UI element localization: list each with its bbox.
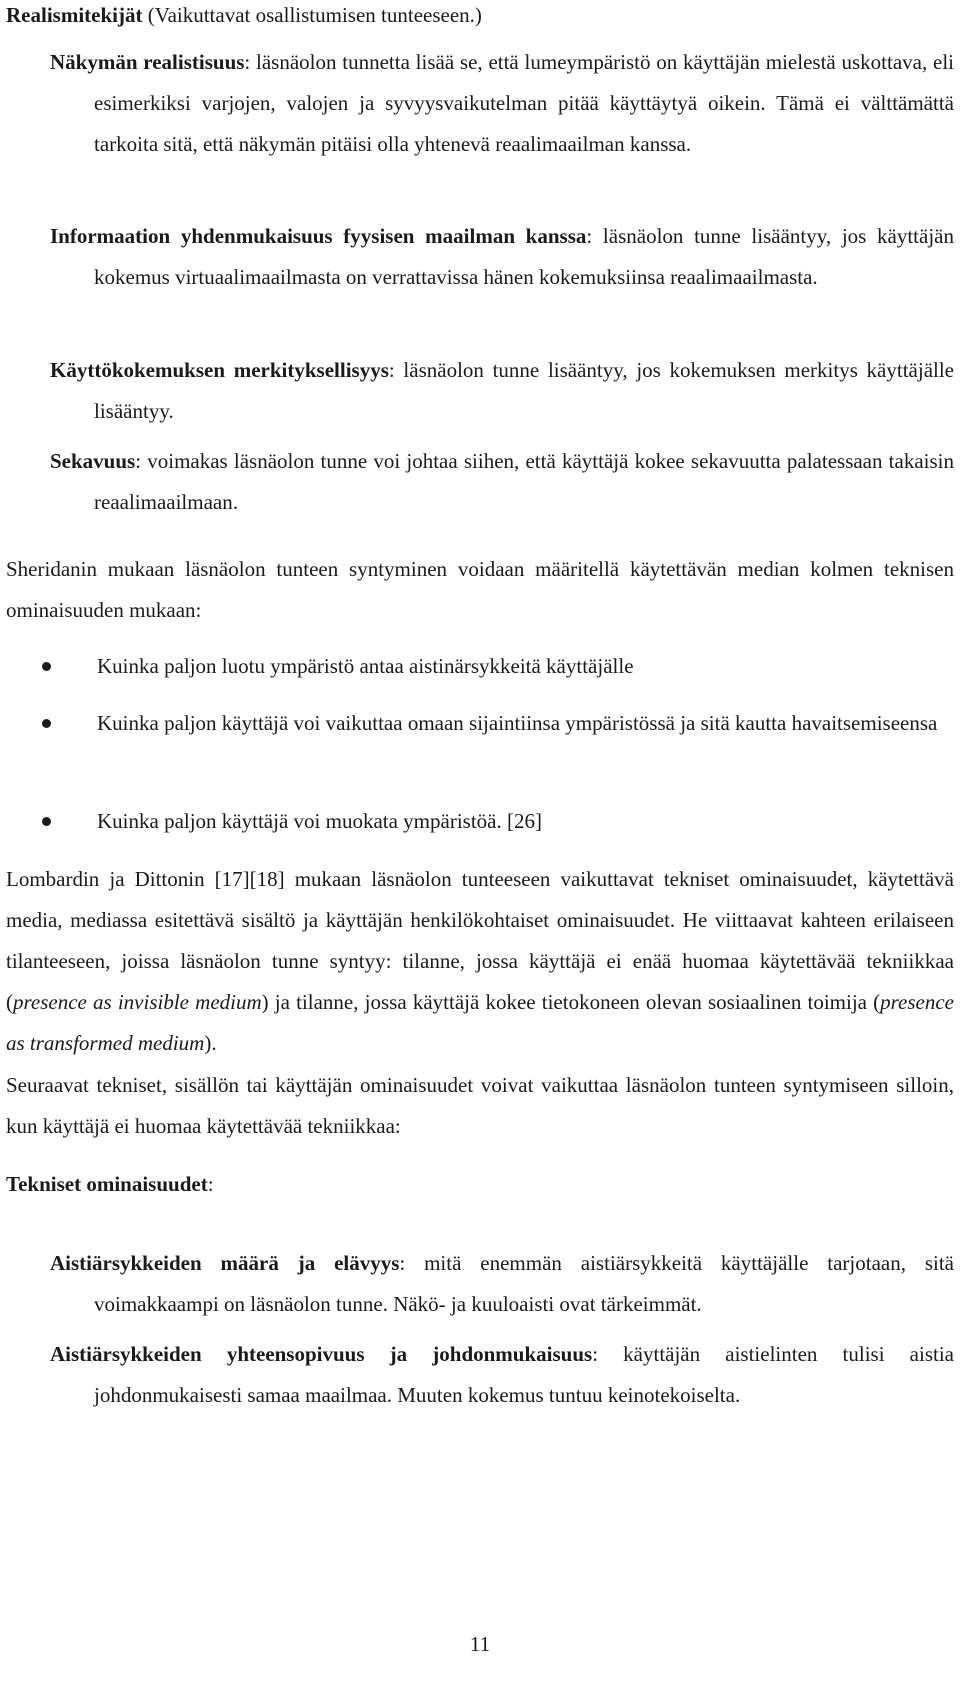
top-line-term: Realismitekijät [6, 3, 143, 27]
bullet-text: Kuinka paljon käyttäjä voi vaikuttaa omaan sijaintiinsa ympäristössä ja sitä kautta havaitsemiseensa [97, 711, 938, 735]
bullet-item [42, 703, 954, 744]
definition-text: : käyttäjän aistielinten tulisi aistia johdonmukaisesti samaa maailmaa. Muuten kokemus tuntuu keinotekoiselta. [94, 1342, 954, 1407]
bullet-text: Kuinka paljon luotu ympäristö antaa aistinärsykkeitä käyttäjälle [97, 654, 634, 678]
following-paragraph [6, 1065, 954, 1147]
sheridan-paragraph [6, 549, 954, 631]
paragraph-text: Lombardin ja Dittonin [17][18] mukaan läsnäolon tunteeseen vaikuttavat tekniset ominaisuudet, käytettävä media, mediassa esitettävä sisältö ja käyttäjän henkilökohtaiset ominaisuudet. He viittaavat kahteen erilaiseen tilanteeseen, joissa läsnäolon tunne syntyy: tilanne, jossa käyttäjä ei enää huomaa käytettävää tekniikkaa ( [6, 867, 954, 1014]
paragraph-text: ). [204, 1031, 217, 1055]
definition-aistiarsykkeiden-maara [50, 1243, 954, 1325]
definition-informaation-yhdenmukaisuus [50, 216, 954, 298]
definition-nakyman-realistisuus [50, 42, 954, 165]
definition-kayttokokemuksen-merkityksellisyys [50, 350, 954, 432]
bullet-text: Kuinka paljon käyttäjä voi muokata ympäristöä. [26] [97, 809, 542, 833]
definition-aistiarsykkeiden-yhteensopivuus [50, 1334, 954, 1416]
bullet-dot-icon [42, 817, 51, 826]
italic-term: presence as invisible medium [13, 990, 262, 1014]
definition-term: Näkymän realistisuus [50, 50, 245, 74]
paragraph-text: Seuraavat tekniset, sisällön tai käyttäjän ominaisuudet voivat vaikuttaa läsnäolon tunteen syntymiseen silloin, kun käyttäjä ei huomaa käytettävää tekniikkaa: [6, 1073, 954, 1138]
bullet-item [42, 801, 954, 842]
italic-term: presence as transformed medium [6, 990, 954, 1055]
definition-term: Sekavuus [50, 449, 136, 473]
bullet-item [42, 646, 954, 687]
top-line [6, 0, 954, 36]
paragraph-text: ) ja tilanne, jossa käyttäjä kokee tietokoneen olevan sosiaalinen toimija ( [261, 990, 881, 1014]
section-heading-rest: : [207, 1172, 214, 1196]
definition-text: : mitä enemmän aistiärsykkeitä käyttäjälle tarjotaan, sitä voimakkaampi on läsnäolon tunne. Näkö- ja kuuloaisti ovat tärkeimmät. [94, 1251, 954, 1316]
lombard-paragraph [6, 859, 954, 1064]
definition-term: Aistiärsykkeiden yhteensopivuus ja johdonmukaisuus [50, 1342, 593, 1366]
section-heading [6, 1164, 954, 1205]
top-line-rest: (Vaikuttavat osallistumisen tunteeseen.) [142, 3, 482, 27]
definition-term: Käyttökokemuksen merkityksellisyys [50, 358, 389, 382]
bullet-dot-icon [42, 662, 51, 671]
definition-text: : läsnäolon tunnetta lisää se, että lumeympäristö on käyttäjän mielestä uskottava, eli esimerkiksi varjojen, valojen ja syvyysvaikutelman pitää käyttäytyä oikein. Tämä ei välttämättä tarkoita sitä, että näkymän pitäisi olla yhtenevä reaalimaailman kanssa. [94, 50, 954, 156]
page-number: 11 [469, 1632, 491, 1656]
definition-sekavuus [50, 441, 954, 523]
section-heading-term: Tekniset ominaisuudet [6, 1172, 208, 1196]
definition-text: : voimakas läsnäolon tunne voi johtaa siihen, että käyttäjä kokee sekavuutta palatessaan takaisin reaalimaailmaan. [94, 449, 954, 514]
definition-term: Informaation yhdenmukaisuus fyysisen maailman kanssa [50, 224, 587, 248]
paragraph-text: Sheridanin mukaan läsnäolon tunteen syntyminen voidaan määritellä käytettävän median kolmen teknisen ominaisuuden mukaan: [6, 557, 954, 622]
definition-text: : läsnäolon tunne lisääntyy, jos kokemuksen merkitys käyttäjälle lisääntyy. [94, 358, 955, 423]
definition-text: : läsnäolon tunne lisääntyy, jos käyttäjän kokemus virtuaalimaailmasta on verrattavissa hänen kokemuksiinsa reaalimaailmasta. [94, 224, 954, 289]
bullet-dot-icon [42, 719, 51, 728]
definition-term: Aistiärsykkeiden määrä ja elävyys [50, 1251, 400, 1275]
